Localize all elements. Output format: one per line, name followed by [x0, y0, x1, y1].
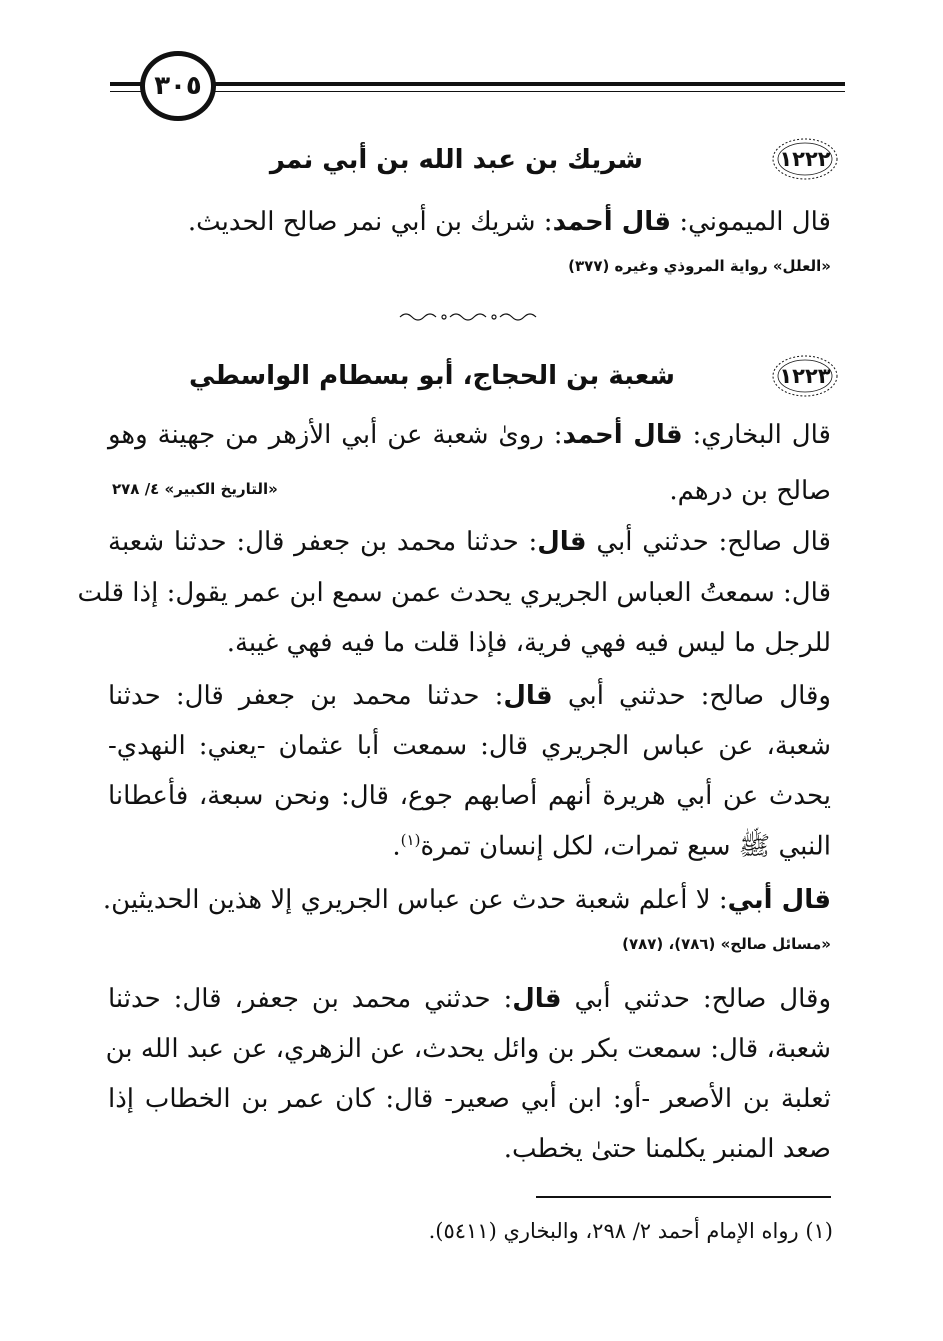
source-citation: «مسائل صالح» (٧٨٦)، (٧٨٧): [622, 935, 831, 953]
text-run: صعد المنبر يكلمنا حتىٰ يخطب.: [503, 1134, 831, 1164]
text-line: [108, 1086, 831, 1112]
bold-text-run: قال أحمد: [562, 420, 683, 450]
text-run: قال الميموني:: [671, 207, 831, 237]
footnote-marker: (١): [400, 831, 421, 849]
text-run: : روىٰ شعبة عن أبي الأزهر من جهينة وهو: [108, 420, 563, 450]
text-line: صالح بن درهم.: [669, 476, 831, 506]
text-line: [105, 1034, 831, 1064]
entry-number: ١٢٢٣: [779, 364, 831, 388]
footnote-rule: [536, 1196, 831, 1198]
entry-title: شريك بن عبد الله بن أبي نمر: [269, 145, 643, 175]
text-run: : شريك بن أبي نمر صالح الحديث.: [187, 207, 553, 237]
text-run: وقال صالح: حدثني أبي: [561, 984, 831, 1014]
text-run: قال صالح: حدثني أبي: [586, 527, 831, 557]
text-run: وقال صالح: حدثني أبي: [552, 681, 831, 711]
page-number: ٣٠٥: [154, 71, 202, 101]
header-rule: [110, 82, 845, 96]
text-run: يحدث عن أبي هريرة أنهم أصابهم جوع، قال: ونحن سبعة، فأعطانا: [108, 781, 831, 811]
bold-text-run: قال: [512, 984, 562, 1014]
entry-title: شعبة بن الحجاج، أبو بسطام الواسطي: [188, 361, 675, 391]
text-run: : حدثنا محمد بن جعفر قال: حدثنا شعبة: [108, 527, 538, 557]
text-run: : لا أعلم شعبة حدث عن عباس الجريري إلا هذين الحديثين.: [102, 885, 728, 915]
page-number-badge: [140, 51, 216, 121]
bold-text-run: قال أحمد: [552, 207, 672, 237]
source-citation: «العلل» رواية المروذي وغيره (٣٧٧): [568, 257, 831, 275]
entry-number: ١٢٢٢: [779, 147, 831, 171]
bold-text-run: قال: [503, 681, 553, 711]
text-line: [77, 578, 831, 608]
text-run: قال: سمعتُ العباس الجريري يحدث عمن سمع ابن عمر يقول: إذا قلت: [77, 578, 831, 608]
text-line: [392, 833, 831, 860]
text-line: [108, 783, 831, 809]
text-line: [504, 1136, 831, 1162]
bold-text-run: قال: [537, 527, 587, 557]
text-line: [108, 733, 831, 759]
text-run: شعبة، عن عباس الجريري قال: سمعت أبا عثمان -يعني: النهدي-: [108, 731, 831, 761]
source-citation: «التاريخ الكبير» ٤/ ٢٧٨: [112, 480, 278, 498]
text-run: شعبة، قال: سمعت بكر بن وائل يحدث، عن الزهري، عن عبد الله بن: [105, 1034, 831, 1064]
text-run: .: [392, 831, 401, 862]
text-run: : حدثنا محمد بن جعفر قال: حدثنا: [108, 681, 504, 711]
text-run: النبي ﷺ سبع تمرات، لكل إنسان تمرة: [420, 831, 831, 862]
bold-text-run: قال أبي: [727, 885, 831, 915]
text-line: [103, 887, 831, 913]
text-line: [227, 630, 831, 656]
text-line: [108, 986, 831, 1012]
text-run: ثعلبة بن الأصعر -أو: ابن أبي صعير- قال: كان عمر بن الخطاب إذا: [108, 1084, 831, 1114]
text-run: للرجل ما ليس فيه فهي فرية، فإذا قلت ما فيه فهي غيبة.: [226, 628, 831, 658]
text-run: قال البخاري:: [682, 420, 831, 450]
text-line: [108, 422, 831, 448]
divider-ornament-icon: [396, 310, 546, 324]
text-line: [108, 683, 831, 709]
text-line: [108, 529, 831, 555]
text-line: [188, 209, 831, 235]
entry-number-badge: [770, 353, 840, 399]
footnote: (١) رواه الإمام أحمد ٢/ ٢٩٨، والبخاري (٥٤١١).: [428, 1219, 833, 1243]
entry-number-badge: [770, 136, 840, 182]
text-run: : حدثني محمد بن جعفر، قال: حدثنا: [108, 984, 513, 1014]
